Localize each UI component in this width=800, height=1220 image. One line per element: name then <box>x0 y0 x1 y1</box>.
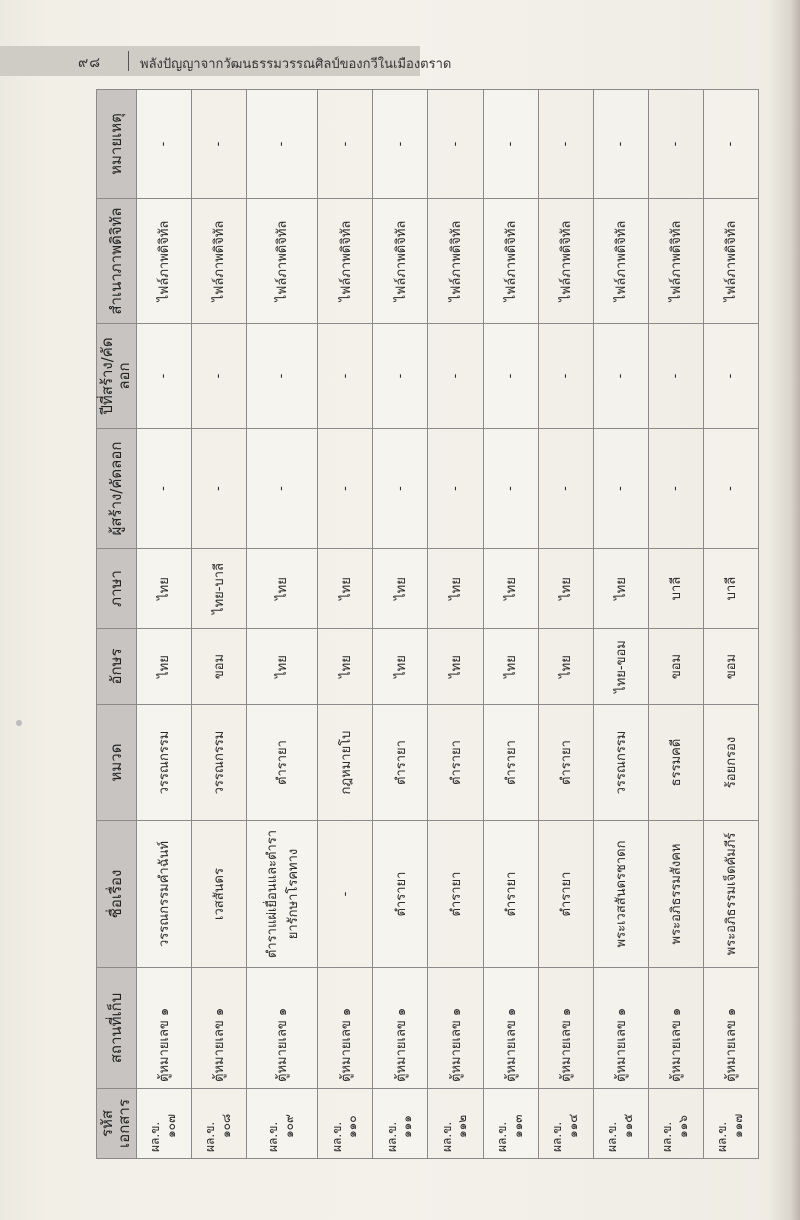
table-row <box>191 90 246 1159</box>
cell-digital-copy: ไฟล์ภาพดิจิทัล <box>648 199 703 324</box>
cell-title: ตำรายา <box>428 821 483 968</box>
table-row <box>538 90 593 1159</box>
column-header-script: อักษร <box>97 629 137 705</box>
code-number: ๑๐๙ <box>281 1114 296 1138</box>
cell-author: - <box>246 429 318 549</box>
column-header-year: ปีที่สร้าง/คัดลอก <box>97 324 137 429</box>
header-separator <box>128 51 129 71</box>
cell-note: - <box>373 90 428 199</box>
cell-language: ไทย-บาลี <box>191 549 246 629</box>
cell-language: บาลี <box>703 549 758 629</box>
code-prefix: ผล.ข. <box>147 1121 162 1152</box>
cell-script: ขอม <box>648 629 703 705</box>
table-row <box>246 90 318 1159</box>
cell-language: ไทย <box>373 549 428 629</box>
cell-script: ไทย <box>538 629 593 705</box>
cell-code <box>483 1089 538 1159</box>
cell-digital-copy: ไฟล์ภาพดิจิทัล <box>373 199 428 324</box>
cell-category: ตำรายา <box>373 705 428 821</box>
code-prefix: ผล.ข. <box>266 1121 281 1152</box>
cell-category: วรรณกรรม <box>191 705 246 821</box>
table-row <box>593 90 648 1159</box>
cell-category: ตำรายา <box>483 705 538 821</box>
table-row <box>428 90 483 1159</box>
code-number: ๑๑๓ <box>510 1114 525 1138</box>
cell-category: กฎหมายโบ <box>318 705 373 821</box>
cell-year: - <box>191 324 246 429</box>
cell-digital-copy: ไฟล์ภาพดิจิทัล <box>593 199 648 324</box>
manuscript-catalog-table <box>96 89 759 1159</box>
cell-year: - <box>483 324 538 429</box>
cell-digital-copy: ไฟล์ภาพดิจิทัล <box>428 199 483 324</box>
code-number: ๑๐๗ <box>163 1114 178 1138</box>
cell-title: ตำรายา <box>483 821 538 968</box>
column-header-title: ชื่อเรื่อง <box>97 821 137 968</box>
code-prefix: ผล.ข. <box>660 1121 675 1152</box>
cell-author: - <box>318 429 373 549</box>
cell-digital-copy: ไฟล์ภาพดิจิทัล <box>703 199 758 324</box>
cell-script: ไทย <box>318 629 373 705</box>
cell-note: - <box>246 90 318 199</box>
cell-script: ขอม <box>703 629 758 705</box>
cell-location: ตู้หมายเลข ๑ <box>483 968 538 1089</box>
manuscript-table-rotated <box>96 90 759 1159</box>
cell-note: - <box>593 90 648 199</box>
cell-location: ตู้หมายเลข ๑ <box>318 968 373 1089</box>
cell-year: - <box>593 324 648 429</box>
cell-code <box>593 1089 648 1159</box>
column-header-digital: สำเนาภาพดิจิทัล <box>97 199 137 324</box>
cell-script: ไทย <box>136 629 191 705</box>
column-header-code: รหัสเอกสาร <box>97 1089 137 1159</box>
cell-script: ไทย-ขอม <box>593 629 648 705</box>
cell-language: ไทย <box>318 549 373 629</box>
code-prefix: ผล.ข. <box>384 1121 399 1152</box>
cell-language: ไทย <box>538 549 593 629</box>
cell-author: - <box>191 429 246 549</box>
cell-digital-copy: ไฟล์ภาพดิจิทัล <box>191 199 246 324</box>
cell-author: - <box>648 429 703 549</box>
code-number: ๑๑๕ <box>620 1113 635 1138</box>
cell-category: ธรรมคดี <box>648 705 703 821</box>
cell-script: ไทย <box>373 629 428 705</box>
cell-code <box>648 1089 703 1159</box>
table-row <box>136 90 191 1159</box>
cell-script: ไทย <box>483 629 538 705</box>
cell-author: - <box>136 429 191 549</box>
cell-location: ตู้หมายเลข ๑ <box>191 968 246 1089</box>
cell-title: วรรณกรรมคำฉันท์ <box>136 821 191 968</box>
cell-year: - <box>136 324 191 429</box>
cell-year: - <box>648 324 703 429</box>
code-number: ๑๑๗ <box>730 1113 745 1138</box>
cell-language: ไทย <box>246 549 318 629</box>
code-number: ๑๑๑ <box>400 1115 415 1138</box>
cell-category: วรรณกรรม <box>136 705 191 821</box>
code-number: ๑๑๒ <box>455 1114 470 1138</box>
cell-category: ตำรายา <box>246 705 318 821</box>
cell-title: เวสสันดร <box>191 821 246 968</box>
cell-code <box>703 1089 758 1159</box>
code-prefix: ผล.ข. <box>203 1121 218 1152</box>
cell-author: - <box>373 429 428 549</box>
code-prefix: ผล.ข. <box>605 1121 620 1152</box>
table-row <box>648 90 703 1159</box>
cell-code <box>373 1089 428 1159</box>
cell-code <box>246 1089 318 1159</box>
cell-title: พระอภิธรรมเจ็ดคัมภีร์ <box>703 821 758 968</box>
cell-language: ไทย <box>593 549 648 629</box>
table-header-row <box>97 90 137 1159</box>
code-number: ๑๑๔ <box>565 1113 580 1138</box>
cell-note: - <box>483 90 538 199</box>
cell-location: ตู้หมายเลข ๑ <box>538 968 593 1089</box>
cell-language: ไทย <box>428 549 483 629</box>
cell-note: - <box>136 90 191 199</box>
running-header-title: พลังปัญญาจากวัฒนธรรมวรรณศิลป์ของกวีในเมืองตราด <box>140 57 452 72</box>
column-header-category: หมวด <box>97 705 137 821</box>
cell-author: - <box>703 429 758 549</box>
paper-speck <box>16 720 22 726</box>
cell-category: ร้อยกรอง <box>703 705 758 821</box>
column-header-note: หมายเหตุ <box>97 90 137 199</box>
cell-digital-copy: ไฟล์ภาพดิจิทัล <box>246 199 318 324</box>
cell-location: ตู้หมายเลข ๑ <box>246 968 318 1089</box>
column-header-author: ผู้สร้าง/คัดลอก <box>97 429 137 549</box>
code-prefix: ผล.ข. <box>329 1121 344 1152</box>
table-row <box>703 90 758 1159</box>
cell-year: - <box>373 324 428 429</box>
cell-note: - <box>428 90 483 199</box>
cell-note: - <box>538 90 593 199</box>
column-header-location: สถานที่เก็บ <box>97 968 137 1089</box>
cell-script: ไทย <box>428 629 483 705</box>
code-number: ๑๐๘ <box>218 1113 233 1138</box>
cell-title: ตำรายา <box>373 821 428 968</box>
cell-digital-copy: ไฟล์ภาพดิจิทัล <box>318 199 373 324</box>
table-row <box>318 90 373 1159</box>
cell-author: - <box>538 429 593 549</box>
cell-title: พระอภิธรรมสังคห <box>648 821 703 968</box>
cell-title: ตำรายา <box>538 821 593 968</box>
cell-location: ตู้หมายเลข ๑ <box>136 968 191 1089</box>
code-number: ๑๑๖ <box>675 1115 690 1138</box>
cell-digital-copy: ไฟล์ภาพดิจิทัล <box>538 199 593 324</box>
code-prefix: ผล.ข. <box>550 1121 565 1152</box>
cell-category: วรรณกรรม <box>593 705 648 821</box>
cell-author: - <box>483 429 538 549</box>
cell-digital-copy: ไฟล์ภาพดิจิทัล <box>136 199 191 324</box>
cell-year: - <box>246 324 318 429</box>
cell-code <box>428 1089 483 1159</box>
cell-code <box>191 1089 246 1159</box>
cell-location: ตู้หมายเลข ๑ <box>428 968 483 1089</box>
cell-year: - <box>428 324 483 429</box>
cell-location: ตู้หมายเลข ๑ <box>648 968 703 1089</box>
cell-code <box>318 1089 373 1159</box>
code-prefix: ผล.ข. <box>439 1121 454 1152</box>
cell-code <box>136 1089 191 1159</box>
cell-title: พระเวสสันดรชาดก <box>593 821 648 968</box>
cell-script: ไทย <box>246 629 318 705</box>
cell-year: - <box>538 324 593 429</box>
cell-note: - <box>648 90 703 199</box>
cell-year: - <box>318 324 373 429</box>
cell-category: ตำรายา <box>538 705 593 821</box>
cell-digital-copy: ไฟล์ภาพดิจิทัล <box>483 199 538 324</box>
page-spine-shadow <box>768 0 800 1220</box>
code-number: ๑๑๐ <box>345 1115 360 1138</box>
cell-category: ตำรายา <box>428 705 483 821</box>
cell-script: ขอม <box>191 629 246 705</box>
code-prefix: ผล.ข. <box>494 1121 509 1152</box>
cell-location: ตู้หมายเลข ๑ <box>703 968 758 1089</box>
table-row <box>373 90 428 1159</box>
page-number: ๙๘ <box>78 55 102 71</box>
cell-title: ตำราแผ่เยื่อนและตำรายารักษาโรคทาง <box>246 821 318 968</box>
cell-language: ไทย <box>483 549 538 629</box>
cell-note: - <box>318 90 373 199</box>
cell-language: ไทย <box>136 549 191 629</box>
cell-author: - <box>593 429 648 549</box>
cell-code <box>538 1089 593 1159</box>
column-header-language: ภาษา <box>97 549 137 629</box>
cell-year: - <box>703 324 758 429</box>
cell-note: - <box>191 90 246 199</box>
cell-location: ตู้หมายเลข ๑ <box>593 968 648 1089</box>
table-row <box>483 90 538 1159</box>
cell-title: - <box>318 821 373 968</box>
cell-note: - <box>703 90 758 199</box>
cell-language: บาลี <box>648 549 703 629</box>
cell-author: - <box>428 429 483 549</box>
cell-location: ตู้หมายเลข ๑ <box>373 968 428 1089</box>
code-prefix: ผล.ข. <box>715 1121 730 1152</box>
